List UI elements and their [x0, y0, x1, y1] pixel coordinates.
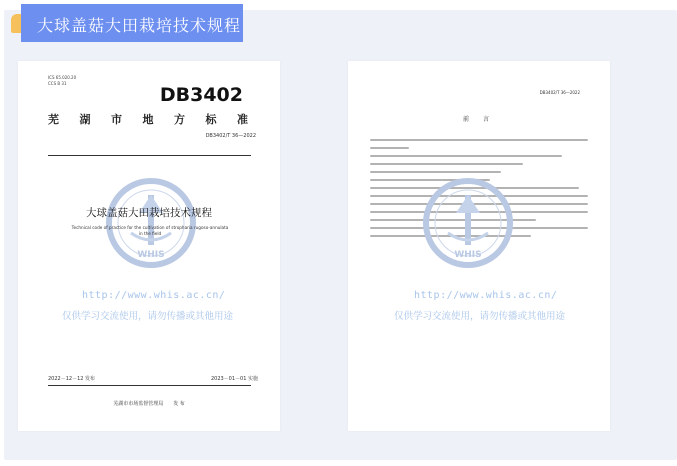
- watermark-logo-text: WHIS: [137, 250, 165, 260]
- standard-name-char: 芜: [48, 113, 59, 126]
- standard-name-char: 地: [142, 113, 154, 126]
- issue-date: 2022－12－12 发布: [48, 376, 96, 382]
- watermark-logo-icon: [423, 173, 513, 289]
- preface-code: DB3402/T 36—2022: [539, 90, 580, 95]
- watermark-note: 仅供学习交流使用，请勿传播或其他用途: [394, 311, 566, 322]
- document-preface-page[interactable]: [348, 61, 610, 431]
- document-title-cn: 大球盖菇大田栽培技术规程: [86, 207, 212, 219]
- standard-name-char: 方: [174, 113, 185, 126]
- header-title: 大球盖菇大田栽培技术规程: [37, 16, 242, 35]
- ccs-code: CCS B 31: [48, 81, 67, 86]
- watermark-url: http://www.whis.ac.cn/: [82, 290, 226, 301]
- document-title-en: Technical code of practice for the cultivation of stropharia rugoso-annulata in the field: [71, 225, 229, 236]
- standard-name-char: 准: [237, 113, 248, 126]
- standard-name-char: 湖: [79, 113, 91, 126]
- publisher: 芜湖市市场监督管理局 发 布: [113, 401, 185, 407]
- ics-code: ICS 65.020.20: [48, 75, 77, 80]
- db-code: DB3402: [159, 84, 243, 106]
- watermark-logo-text: WHIS: [454, 250, 482, 260]
- implement-date: 2023－01－01 实施: [210, 376, 258, 382]
- standard-name: [48, 111, 248, 127]
- standard-number: DB3402/T 36—2022: [205, 133, 256, 139]
- divider-top: [48, 155, 251, 156]
- document-cover-page[interactable]: [18, 61, 280, 431]
- standard-name-char: 标: [205, 113, 217, 126]
- preface-title: 前 言: [463, 116, 495, 123]
- watermark-url: http://www.whis.ac.cn/: [414, 290, 558, 301]
- header-banner: [21, 4, 243, 42]
- divider-bottom: [48, 385, 251, 386]
- watermark-note: 仅供学习交流使用，请勿传播或其他用途: [62, 311, 234, 322]
- standard-name-char: 市: [111, 113, 122, 126]
